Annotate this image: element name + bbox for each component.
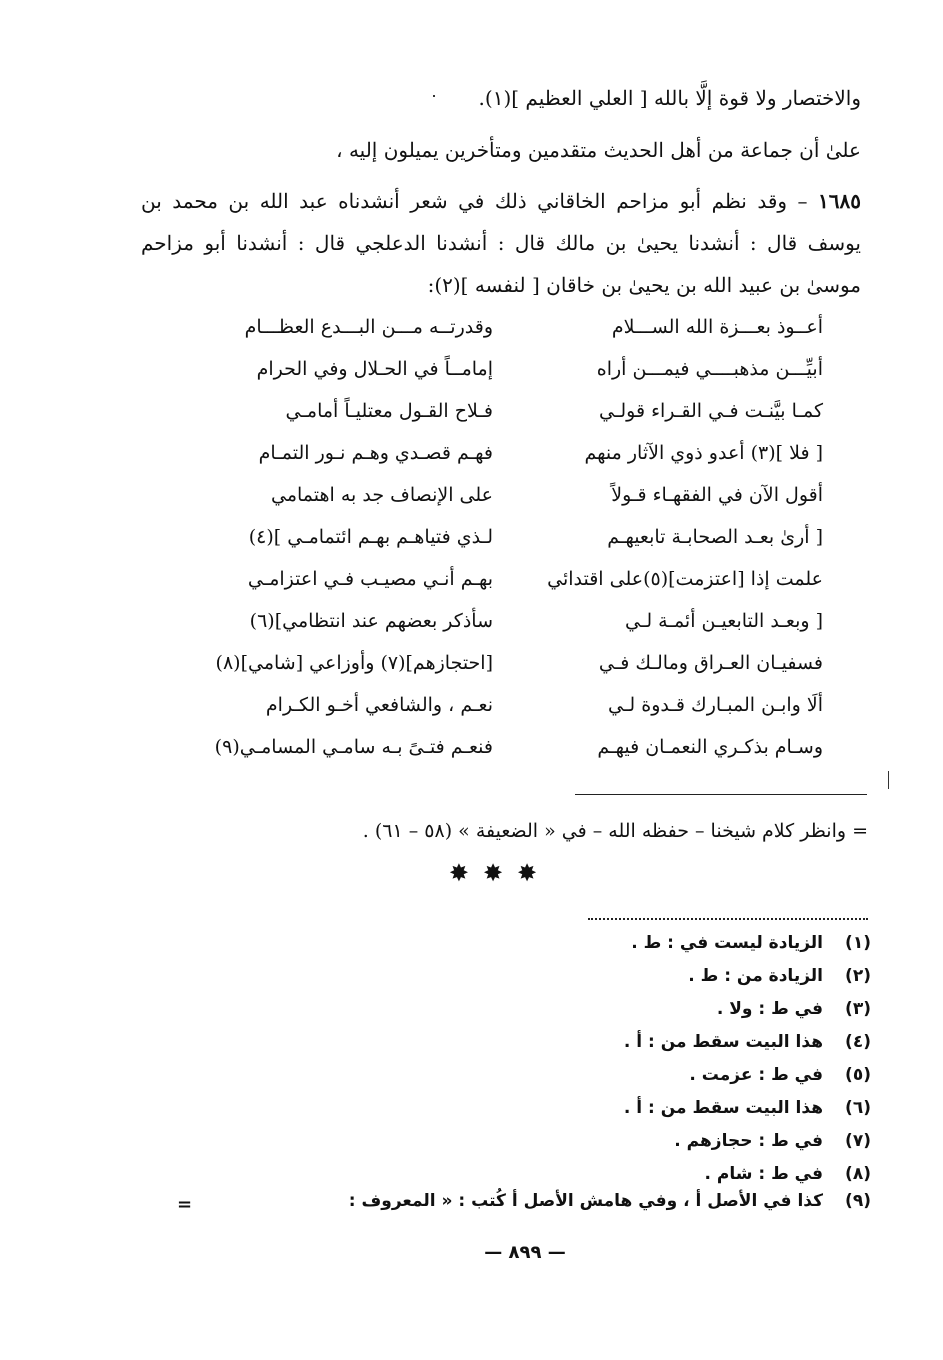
footnote-number: (٤) bbox=[845, 1032, 871, 1052]
footnote-separator-line bbox=[575, 794, 867, 795]
verse-first-half: أبيِّـــن مذهبــــي فيمـــن أراه bbox=[596, 358, 823, 380]
verse-row bbox=[213, 306, 823, 348]
verse-first-half: أعــوذ بعـــزة الله الســـلام bbox=[611, 316, 823, 338]
body-line-2: علىٰ أن جماعة من أهل الحديث متقدمين ومتأخرين يميلون إليه ، bbox=[336, 138, 861, 162]
verse-first-half: كمـا بيَّنـت فـي القـراء قولـي bbox=[598, 400, 823, 422]
verse-row bbox=[213, 726, 823, 768]
footnote-text: في ط : حجازهم . bbox=[674, 1131, 823, 1151]
footnote-text: في ط : عزمت . bbox=[689, 1065, 823, 1085]
verse-first-half: ألَا وابـن المبـارك قـدوة لـي bbox=[608, 694, 823, 716]
section-separator-stars: ✸✸✸ bbox=[448, 859, 552, 887]
footnote-number: (٨) bbox=[845, 1164, 871, 1184]
verse-second-half: نعـم ، والشافعي أخـو الكـرام bbox=[265, 694, 493, 716]
verse-second-half: بهـم أنـي مصيـب فـي اعتزامـي bbox=[247, 568, 493, 590]
verse-second-half: سأذكر بعضهم عند انتظامي](٦) bbox=[249, 610, 493, 632]
body-line-5: موسىٰ بن عبيد الله بن يحيىٰ بن خاقان [ لنفسه ](٢): bbox=[427, 273, 861, 297]
footnote-text: هذا البيت سقط من : أ . bbox=[623, 1098, 823, 1118]
footnote-item bbox=[171, 961, 871, 991]
footnote-item bbox=[171, 1186, 871, 1216]
hadith-text: – وقد نظم أبو مزاحم الخاقاني ذلك في شعر أنشدناه عبد الله بن محمد بن bbox=[141, 189, 808, 213]
verse-first-half: [ أرىٰ بعـد الصحابـة تابعيهـم bbox=[607, 526, 823, 548]
footnote-item bbox=[171, 1126, 871, 1156]
footnotes-dotted-separator bbox=[588, 918, 868, 920]
footnote-text: الزيادة من : ط . bbox=[688, 966, 823, 986]
body-line-3 bbox=[141, 186, 861, 216]
hadith-number: ١٦٨٥ bbox=[818, 189, 861, 213]
footnote-number: (١) bbox=[845, 933, 871, 953]
verse-second-half: على الإنصاف جد به اهتمامي bbox=[271, 484, 493, 506]
verse-row bbox=[213, 642, 823, 684]
verse-first-half: أقول الآن في الفقهـاء قـولاً bbox=[611, 484, 823, 506]
footnote-item bbox=[171, 1060, 871, 1090]
verse-first-half: [ وبعـد التابعيـن أئمـة لـي bbox=[624, 610, 823, 632]
verse-second-half: إمامــاً في الحـلال وفي الحرام bbox=[256, 358, 493, 380]
body-line-1: والاختصار ولا قوة إلَّا بالله [ العلي العظيم ](١). bbox=[478, 86, 861, 110]
footnote-text: في ط : شام . bbox=[704, 1164, 823, 1184]
footnote-item bbox=[171, 1027, 871, 1057]
verse-row bbox=[213, 348, 823, 390]
verse-first-half: فسفيـان العـراق ومالـك فـي bbox=[598, 652, 823, 674]
verse-second-half: [احتجازهم](٧) وأوزاعي [شامي](٨) bbox=[215, 652, 493, 674]
continued-footnote-text: = وانظر كلام شيخنا – حفظه الله – في « الضعيفة » (٥٨ – ٦١) . bbox=[362, 820, 868, 842]
footnote-text: كذا في الأصل أ ، وفي هامش الأصل أ كُتب : « المعروف : bbox=[348, 1191, 823, 1211]
footnote-text: هذا البيت سقط من : أ . bbox=[623, 1032, 823, 1052]
footnote-item bbox=[171, 1093, 871, 1123]
body-line-4: يوسف قال : أنشدنا يحيىٰ بن مالك قال : أنشدنا الدعلجي قال : أنشدنا أبو مزاحم bbox=[141, 231, 861, 255]
verse-row bbox=[213, 684, 823, 726]
verse-second-half: فنعـم فتـىً بـه سامـي المسامـي(٩) bbox=[214, 736, 493, 758]
verse-second-half: فـلاح القـول معتليـاً أمامـي bbox=[285, 400, 493, 422]
scan-speck bbox=[433, 95, 435, 97]
continuation-mark: = bbox=[177, 1194, 193, 1215]
verse-first-half: وسـام بذكـري النعمـان فيهـم bbox=[597, 736, 823, 758]
verse-row bbox=[213, 600, 823, 642]
footnote-number: (٦) bbox=[845, 1098, 871, 1118]
verse-row bbox=[213, 474, 823, 516]
verse-second-half: لـذي فتياهـم بهـم ائتمامـي ](٤) bbox=[248, 526, 493, 548]
footnote-item bbox=[171, 928, 871, 958]
verse-second-half: وقدرتــه مـــن البـــدع العظـــام bbox=[244, 316, 493, 338]
footnote-item bbox=[171, 1159, 871, 1189]
verse-row bbox=[213, 516, 823, 558]
footnote-text: الزيادة ليست في : ط . bbox=[631, 933, 823, 953]
page-number: — ٨٩٩ — bbox=[484, 1242, 566, 1263]
footnote-number: (٩) bbox=[845, 1191, 871, 1211]
verse-row bbox=[213, 558, 823, 600]
verse-row bbox=[213, 390, 823, 432]
footnote-number: (٥) bbox=[845, 1065, 871, 1085]
footnote-number: (٧) bbox=[845, 1131, 871, 1151]
verse-row bbox=[213, 432, 823, 474]
verse-first-half: [ فلا ](٣) أعدو ذوي الآثار منهم bbox=[584, 442, 823, 464]
footnote-number: (٣) bbox=[845, 999, 871, 1019]
verse-second-half: فهـم قصـدي وهـم نـور التمـام bbox=[258, 442, 493, 464]
footnote-text: في ط : ولا . bbox=[716, 999, 823, 1019]
verse-first-half: علمت إذا [اعتزمت](٥)على اقتدائي bbox=[547, 568, 823, 590]
footnote-item bbox=[171, 994, 871, 1024]
footnote-number: (٢) bbox=[845, 966, 871, 986]
scan-speck bbox=[888, 771, 889, 789]
